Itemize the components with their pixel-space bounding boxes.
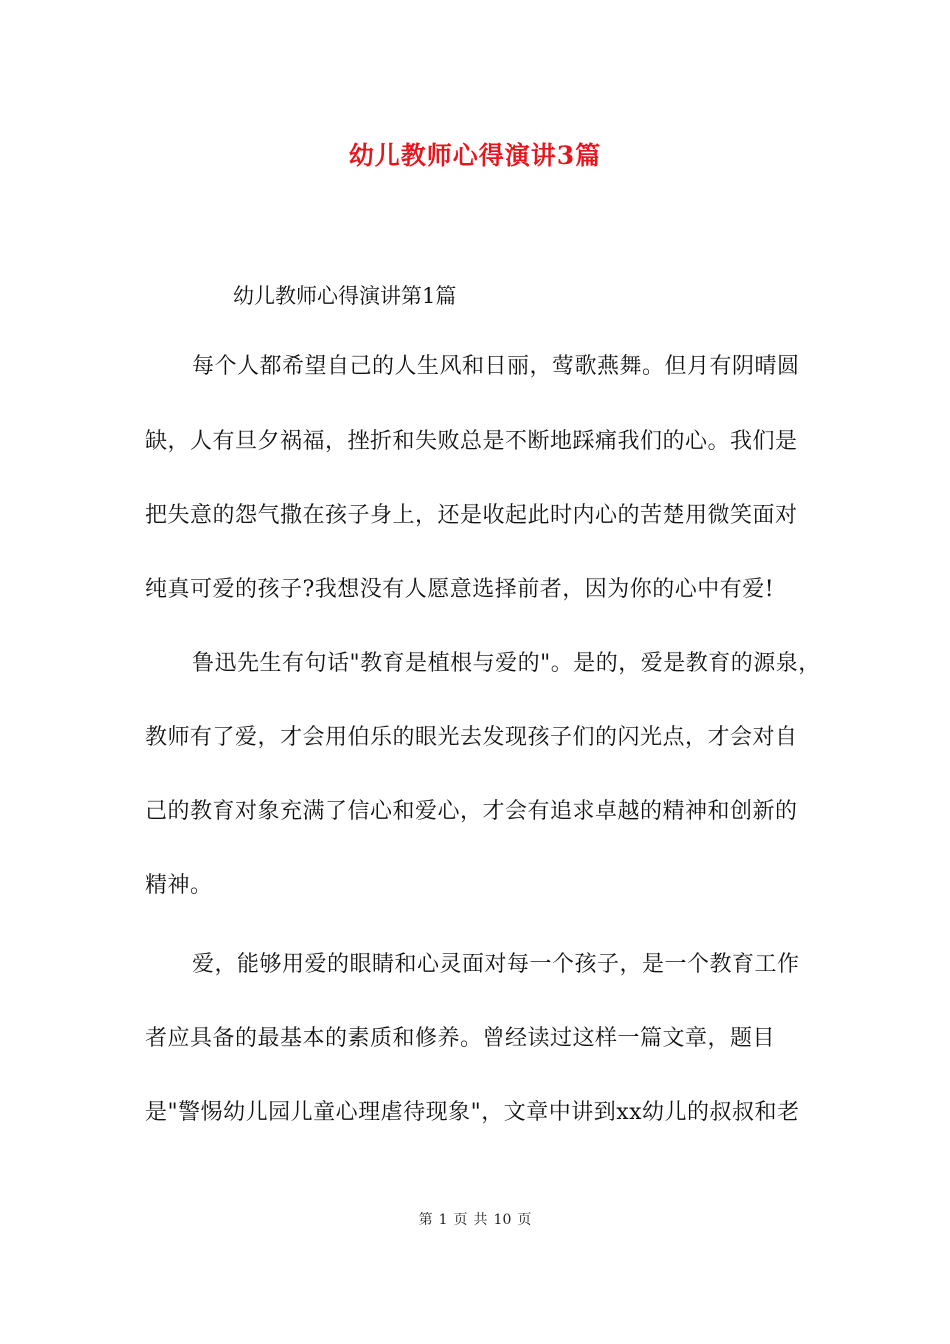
paragraph-line: 爱，能够用爱的眼睛和心灵面对每一个孩子，是一个教育工作 — [192, 952, 800, 977]
footer-page-word: 页 — [453, 1212, 468, 1228]
page-title: 幼儿教师心得演讲3篇 — [348, 141, 602, 170]
paragraph-line: 把失意的怨气撒在孩子身上，还是收起此时内心的苦楚用微笑面对 — [145, 503, 798, 528]
paragraph-line: 精神。 — [145, 873, 213, 898]
footer-total-word: 共 — [473, 1212, 488, 1228]
paragraph-line: 纯真可爱的孩子?我想没有人愿意选择前者，因为你的心中有爱! — [145, 577, 775, 602]
paragraph-line: 每个人都希望自己的人生风和日丽，莺歌燕舞。但月有阴晴圆 — [192, 354, 800, 379]
paragraph-line: 己的教育对象充满了信心和爱心，才会有追求卓越的精神和创新的 — [145, 799, 798, 824]
paragraph-line: 缺，人有旦夕祸福，挫折和失败总是不断地踩痛我们的心。我们是 — [145, 429, 798, 454]
paragraph-line: 是"警惕幼儿园儿童心理虐待现象"，文章中讲到xx幼儿的叔叔和老 — [145, 1100, 800, 1125]
footer-prefix: 第 — [418, 1212, 433, 1228]
footer-suffix: 页 — [517, 1212, 532, 1228]
footer-current-page: 1 — [438, 1212, 448, 1228]
paragraph-line: 者应具备的最基本的素质和修养。曾经读过这样一篇文章，题目 — [145, 1026, 776, 1051]
paragraph-line: 教师有了爱，才会用伯乐的眼光去发现孩子们的闪光点，才会对自 — [145, 725, 798, 750]
paragraph-line: 鲁迅先生有句话"教育是植根与爱的"。是的，爱是教育的源泉， — [192, 651, 821, 676]
footer-total-pages: 10 — [493, 1212, 512, 1228]
section-heading: 幼儿教师心得演讲第1篇 — [233, 284, 457, 308]
page-number-footer — [0, 1209, 950, 1229]
